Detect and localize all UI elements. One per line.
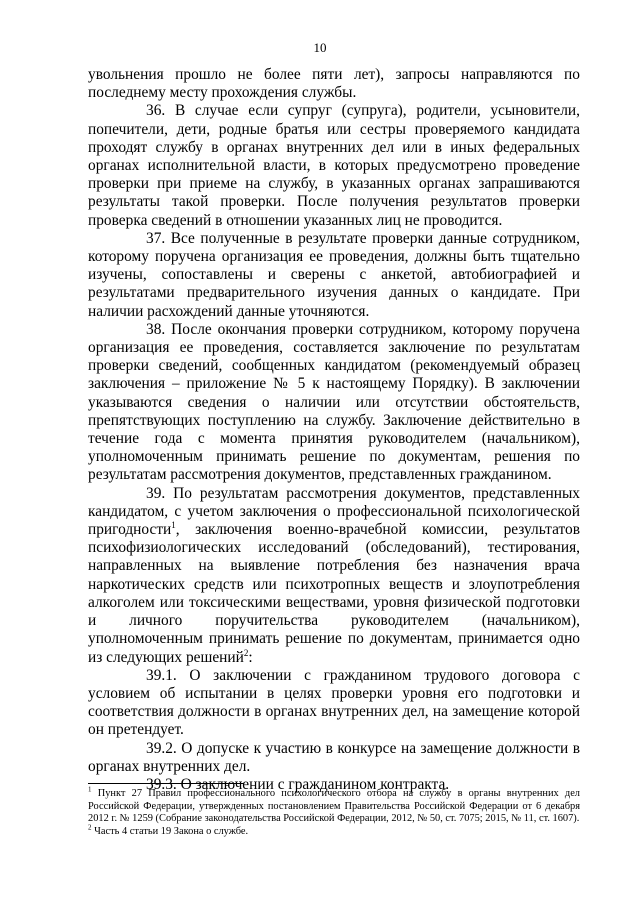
paragraph-continuation: увольнения прошло не более пяти лет), запросы направляются по последнему месту прохождения службы. xyxy=(88,66,580,102)
paragraph-36: 36. В случае если супруг (супруга), родители, усыновители, попечители, дети, родные братья или сестры проверяемого кандидата проходят службу в органах внутренних дел или в иных федеральных органах исполнительной власти, в которых предусмотрено проведение проверки при приеме на службу, в указанных органах запрашиваются результаты такой проверки. После получения результатов проверки проверка сведений в отношении указанных лиц не проводится. xyxy=(88,102,580,229)
footnote-1 xyxy=(88,785,580,826)
footnote-ref-2: 2 xyxy=(243,647,249,658)
paragraph-39-part-b: , заключения военно-врачебной комиссии, результатов психофизиологических исследований (обследований), тестирования, направленных на выявление потребления без назначения врача наркотических средств или психотропных веществ и злоупотребления алкоголем или токсическими веществами, уровня физической подготовки и личного поручительства руководителем (начальником), уполномоченным принимать решение по документам, принимается одно из следующих решений xyxy=(88,521,580,666)
footnote-2-mark: 2 xyxy=(88,823,92,832)
paragraph-39 xyxy=(88,485,580,667)
page-number: 10 xyxy=(313,40,327,55)
paragraph-39-3: 39.3. О заключении с гражданином контракта. xyxy=(146,775,450,793)
paragraph-39-1: 39.1. О заключении с гражданином трудового договора с условием об испытании в целях проверки уровня его подготовки и соответствия должности в органах внутренних дел, на замещение которой он претендует. xyxy=(88,666,580,739)
footnote-ref-1: 1 xyxy=(171,519,176,530)
paragraph-37: 37. Все полученные в результате проверки данные сотрудником, которому поручена организация ее проведения, должны быть тщательно изучены, сопоставлены и сверены с анкетой, автобиографией и результатами предварительного изучения данных о кандидате. При наличии расхождений данные уточняются. xyxy=(88,229,580,320)
footnote-2-text: Часть 4 статьи 19 Закона о службе. xyxy=(91,825,249,837)
footnotes xyxy=(88,785,580,838)
paragraph-39-part-c: : xyxy=(248,648,253,666)
paragraph-39-2: 39.2. О допуске к участию в конкурсе на замещение должности в органах внутренних дел. xyxy=(88,739,580,775)
paragraph-39-part-a: 39. По результатам рассмотрения документов, представленных кандидатом, с учетом заключения о профессиональной психологической пригодности xyxy=(88,484,580,539)
footnote-separator xyxy=(88,783,244,784)
footnote-2 xyxy=(88,823,580,839)
footnote-1-text: Пункт 27 Правил профессионального психологического отбора на службу в органы внутренних дел Российской Федерации, утвержденных постановлением Правительства Российской Федерации от 6 декабря 2012 г. № 1259 (Собрание законодательства Российской Федерации, 2012, № 50, ст. 7075; 2015, № 11, ст. 1607). xyxy=(88,788,580,825)
paragraph-38: 38. После окончания проверки сотрудником, которому поручена организация ее проведения, составляется заключение по результатам проверки сведений, сообщенных кандидатом (рекомендуемый образец заключения – приложение № 5 к настоящему Порядку). В заключении указываются сведения о наличии или отсутствии обстоятельств, препятствующих поступлению на службу. Заключение действительно в течение года с момента принятия руководителем (начальником), уполномоченным принимать решение по документам, решения по результатам рассмотрения документов, представленных гражданином. xyxy=(88,320,580,484)
footnote-1-mark: 1 xyxy=(88,785,92,794)
body-text xyxy=(88,66,580,794)
